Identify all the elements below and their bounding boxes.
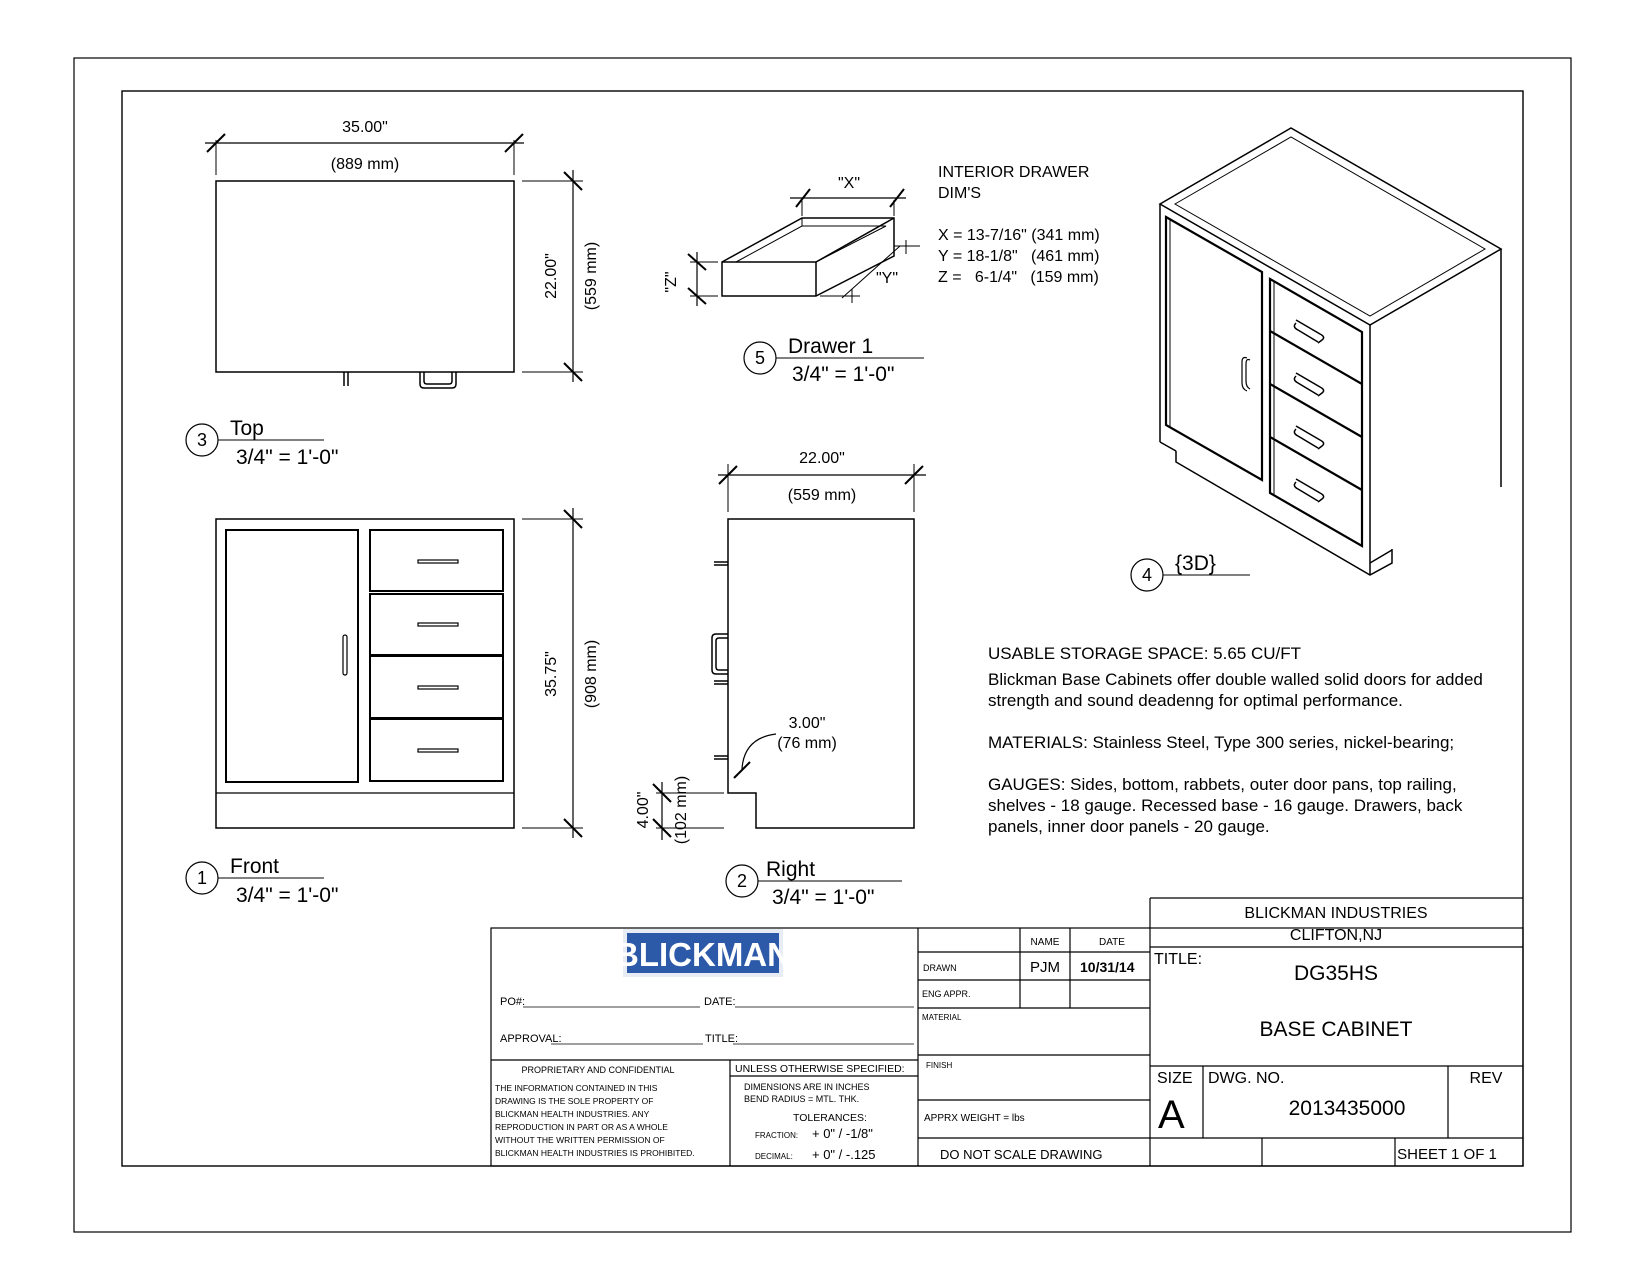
right-view-scale: 3/4" = 1'-0"	[772, 886, 875, 909]
notes-block	[988, 643, 1508, 837]
interior-dim-z: Z = 6-1/4" (159 mm)	[938, 269, 1099, 286]
drawer-z-label: "Z"	[663, 271, 680, 293]
drawer-view	[688, 189, 920, 306]
decimal-label: DECIMAL:	[755, 1152, 793, 1161]
proprietary-line: BLICKMAN HEALTH INDUSTRIES. ANY	[495, 1109, 650, 1119]
top-width-mm: (889 mm)	[330, 156, 400, 173]
interior-dim-x: X = 13-7/16" (341 mm)	[938, 227, 1100, 244]
fraction-tolerance: + 0" / -1/8"	[812, 1126, 873, 1141]
top-view-title: Top	[230, 417, 264, 440]
logo-text: BLICKMAN	[615, 936, 791, 973]
decimal-tolerance: + 0" / -.125	[812, 1147, 876, 1162]
top-view-number: 3	[196, 430, 208, 450]
drawer-y-label: "Y"	[875, 270, 899, 287]
top-depth-inches: 22.00"	[543, 253, 560, 299]
materials-note: MATERIALS: Stainless Steel, Type 300 series, nickel-bearing;	[988, 733, 1455, 752]
title-label: TITLE:	[1154, 951, 1203, 968]
approval-label: APPROVAL:	[500, 1033, 562, 1045]
interior-dim-y: Y = 18-1/8" (461 mm)	[938, 248, 1100, 265]
toe-kick-inches: 3.00"	[788, 715, 826, 732]
front-view-scale: 3/4" = 1'-0"	[236, 884, 339, 907]
po-label: PO#:	[500, 996, 526, 1008]
material-label: MATERIAL	[922, 1013, 962, 1022]
company-name: BLICKMAN INDUSTRIES	[1244, 905, 1428, 922]
top-view-scale: 3/4" = 1'-0"	[236, 446, 339, 469]
proprietary-heading: PROPRIETARY AND CONFIDENTIAL	[521, 1065, 675, 1075]
drawer-view-scale: 3/4" = 1'-0"	[792, 363, 895, 386]
base-height-mm: (102 mm)	[673, 775, 690, 845]
front-view	[216, 508, 583, 838]
finish-label: FINISH	[926, 1061, 953, 1070]
right-view-number: 2	[736, 871, 748, 891]
bend-radius-note: BEND RADIUS = MTL. THK.	[744, 1094, 860, 1104]
right-depth-mm: (559 mm)	[787, 487, 857, 504]
toe-kick-mm: (76 mm)	[777, 735, 837, 752]
drawer-view-number: 5	[754, 348, 766, 368]
top-width-inches: 35.00"	[342, 119, 388, 136]
interior-dims-title: INTERIOR DRAWER	[938, 164, 1090, 181]
name-column-header: NAME	[1030, 937, 1060, 948]
dwg-no-label: DWG. NO.	[1208, 1070, 1285, 1087]
front-view-number: 1	[196, 868, 208, 888]
sheet-number: SHEET 1 OF 1	[1397, 1146, 1497, 1163]
drawing-number: 2013435000	[1288, 1097, 1406, 1120]
iso-view-title: {3D}	[1175, 552, 1216, 575]
proprietary-line: REPRODUCTION IN PART OR AS A WHOLE	[495, 1122, 668, 1132]
drawer-view-title: Drawer 1	[788, 335, 874, 358]
company-location: CLIFTON,NJ	[1289, 927, 1383, 944]
size-label: SIZE	[1157, 1070, 1193, 1087]
unless-specified: UNLESS OTHERWISE SPECIFIED:	[735, 1063, 905, 1075]
right-view	[653, 464, 926, 840]
description-note: Blickman Base Cabinets offer double walled solid doors for added strength and sound deadenng for optimal performance.	[988, 670, 1483, 710]
blickman-logo	[615, 929, 791, 977]
dimensions-note: DIMENSIONS ARE IN INCHES	[744, 1082, 870, 1092]
front-view-title: Front	[230, 855, 280, 878]
iso-view	[1160, 128, 1501, 575]
iso-view-number: 4	[1141, 565, 1153, 585]
date-label: DATE:	[704, 996, 736, 1008]
weight-label: APPRX WEIGHT = lbs	[924, 1113, 1025, 1124]
right-depth-inches: 22.00"	[799, 450, 845, 467]
size-value: A	[1158, 1093, 1185, 1137]
base-height-inches: 4.00"	[635, 791, 652, 829]
drawer-x-label: "X"	[837, 175, 861, 192]
inner-border	[122, 91, 1523, 1166]
proprietary-line: DRAWING IS THE SOLE PROPERTY OF	[495, 1096, 654, 1106]
drawing-title-name: BASE CABINET	[1259, 1018, 1413, 1041]
rev-label: REV	[1469, 1070, 1503, 1087]
front-height-mm: (908 mm)	[583, 639, 600, 709]
fraction-label: FRACTION:	[755, 1131, 799, 1140]
proprietary-line: THE INFORMATION CONTAINED IN THIS	[495, 1083, 658, 1093]
date-column-header: DATE	[1099, 937, 1125, 948]
drawn-date: 10/31/14	[1080, 959, 1135, 975]
right-view-title: Right	[766, 858, 816, 881]
tolerances-label: TOLERANCES:	[793, 1112, 867, 1124]
drawn-label: DRAWN	[923, 963, 957, 973]
eng-appr-label: ENG APPR.	[922, 989, 971, 999]
drawing-title-model: DG35HS	[1293, 962, 1379, 985]
interior-dims-title-2: DIM'S	[938, 185, 982, 202]
proprietary-line: BLICKMAN HEALTH INDUSTRIES IS PROHIBITED.	[495, 1148, 695, 1158]
gauges-note: GAUGES: Sides, bottom, rabbets, outer door pans, top railing, shelves - 18 gauge. Recessed base - 16 gauge. Drawers, back panels, inner door panels - 20 gauge.	[988, 775, 1463, 836]
front-height-inches: 35.75"	[543, 651, 560, 697]
title-field-label: TITLE:	[705, 1033, 739, 1045]
drawn-by: PJM	[1030, 959, 1060, 976]
proprietary-line: WITHOUT THE WRITTEN PERMISSION OF	[495, 1135, 665, 1145]
top-depth-mm: (559 mm)	[583, 241, 600, 311]
storage-note: USABLE STORAGE SPACE: 5.65 CU/FT	[988, 644, 1302, 663]
do-not-scale: DO NOT SCALE DRAWING	[940, 1147, 1103, 1162]
